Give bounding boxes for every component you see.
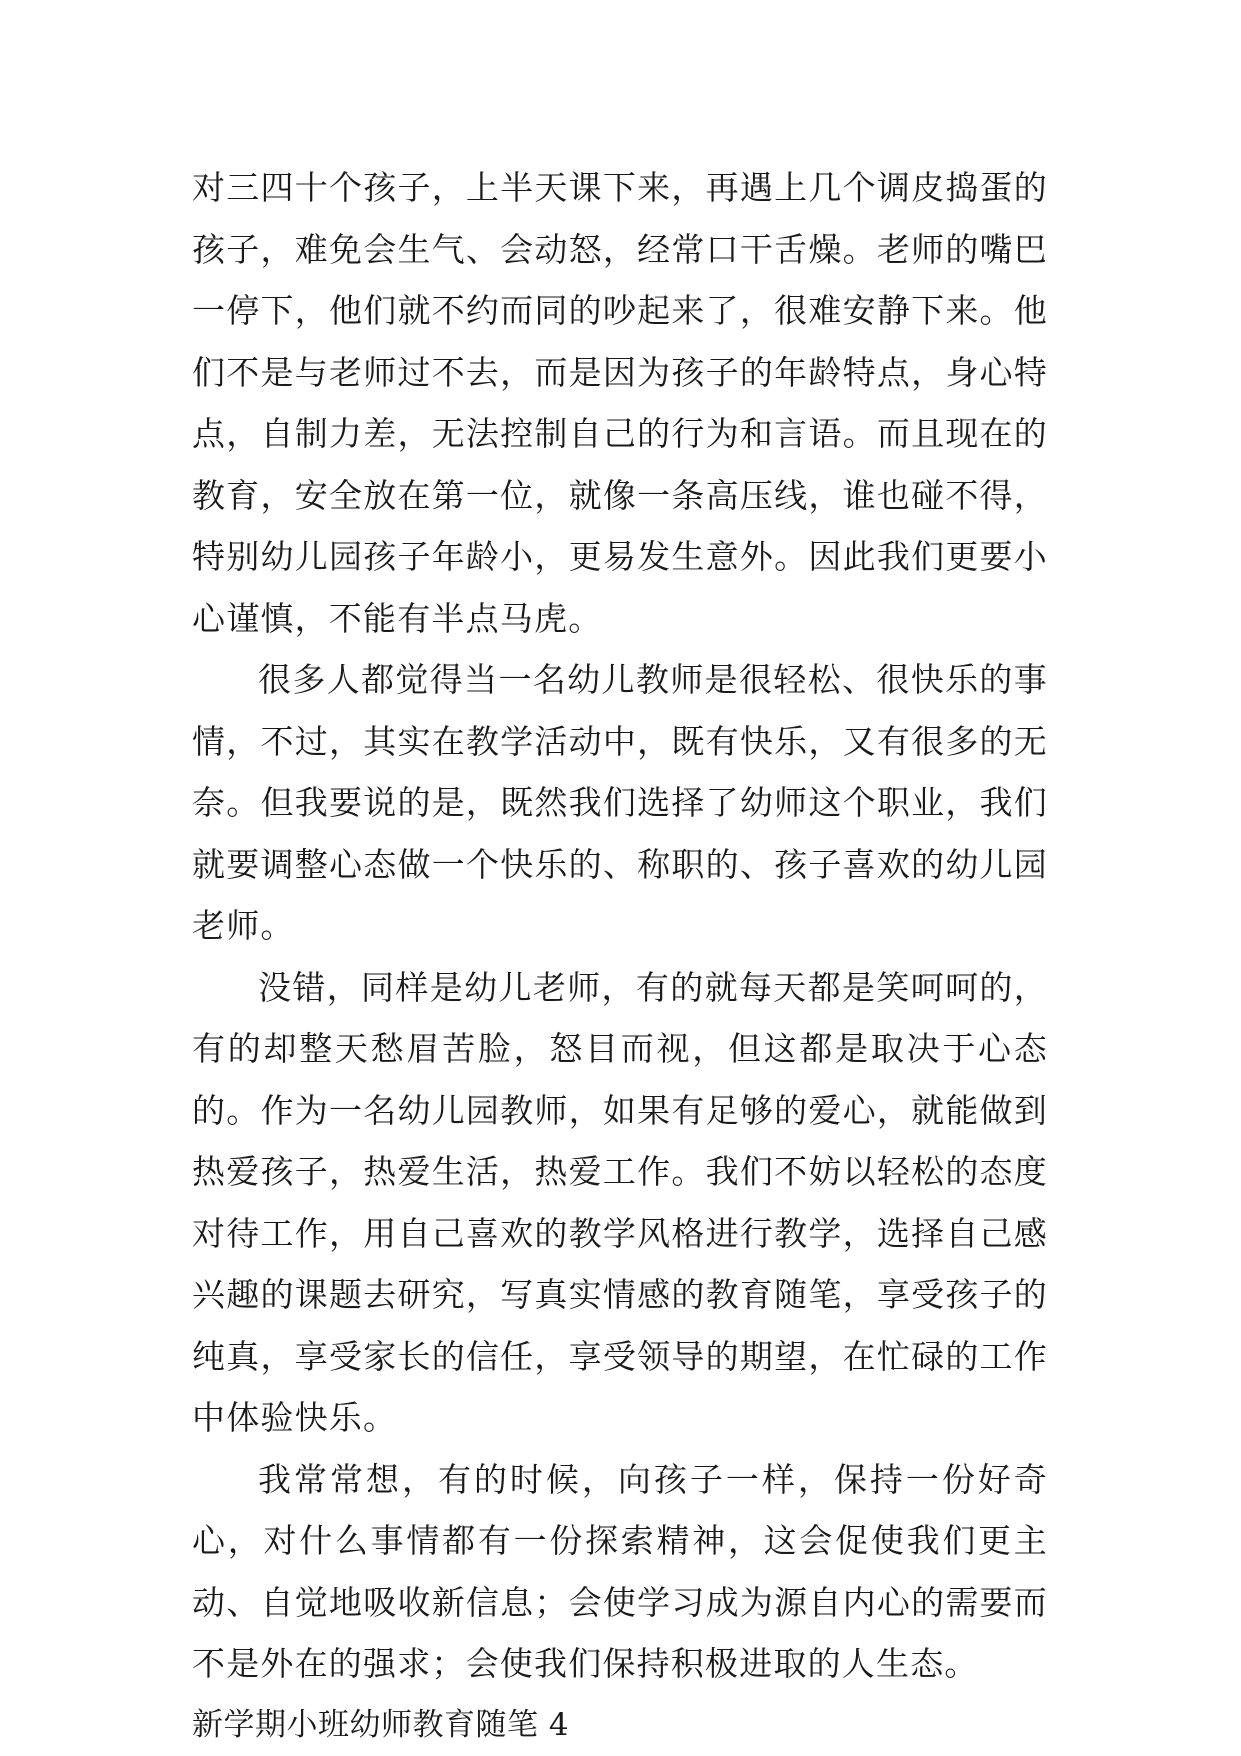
paragraph-3: 没错，同样是幼儿老师，有的就每天都是笑呵呵的，有的却整天愁眉苦脸，怒目而视，但这都是取决于心态的。作为一名幼儿园教师，如果有足够的爱心，就能做到热爱孩子，热爱生活，热爱工作。我们不妨以轻松的态度对待工作，用自己喜欢的教学风格进行教学，选择自己感兴趣的课题去研究，写真实情感的教育随笔，享受孩子的纯真，享受家长的信任，享受领导的期望，在忙碌的工作中体验快乐。 [192,957,1048,1449]
paragraph-2: 很多人都觉得当一名幼儿教师是很轻松、很快乐的事情，不过，其实在教学活动中，既有快乐，又有很多的无奈。但我要说的是，既然我们选择了幼师这个职业，我们就要调整心态做一个快乐的、称职的、孩子喜欢的幼儿园老师。 [192,649,1048,957]
paragraph-1: 对三四十个孩子，上半天课下来，再遇上几个调皮捣蛋的孩子，难免会生气、会动怒，经常口干舌燥。老师的嘴巴一停下，他们就不约而同的吵起来了，很难安静下来。他们不是与老师过不去，而是因为孩子的年龄特点，身心特点，自制力差，无法控制自己的行为和言语。而且现在的教育，安全放在第一位，就像一条高压线，谁也碰不得，特别幼儿园孩子年龄小，更易发生意外。因此我们更要小心谨慎，不能有半点马虎。 [192,157,1048,649]
document-body [192,157,1048,1756]
paragraph-4: 我常常想，有的时候，向孩子一样，保持一份好奇心，对什么事情都有一份探索精神，这会促使我们更主动、自觉地吸收新信息；会使学习成为源自内心的需要而不是外在的强求；会使我们保持积极进取的人生态。 [192,1449,1048,1695]
section-heading: 新学期小班幼师教育随笔 4 [192,1695,1048,1756]
